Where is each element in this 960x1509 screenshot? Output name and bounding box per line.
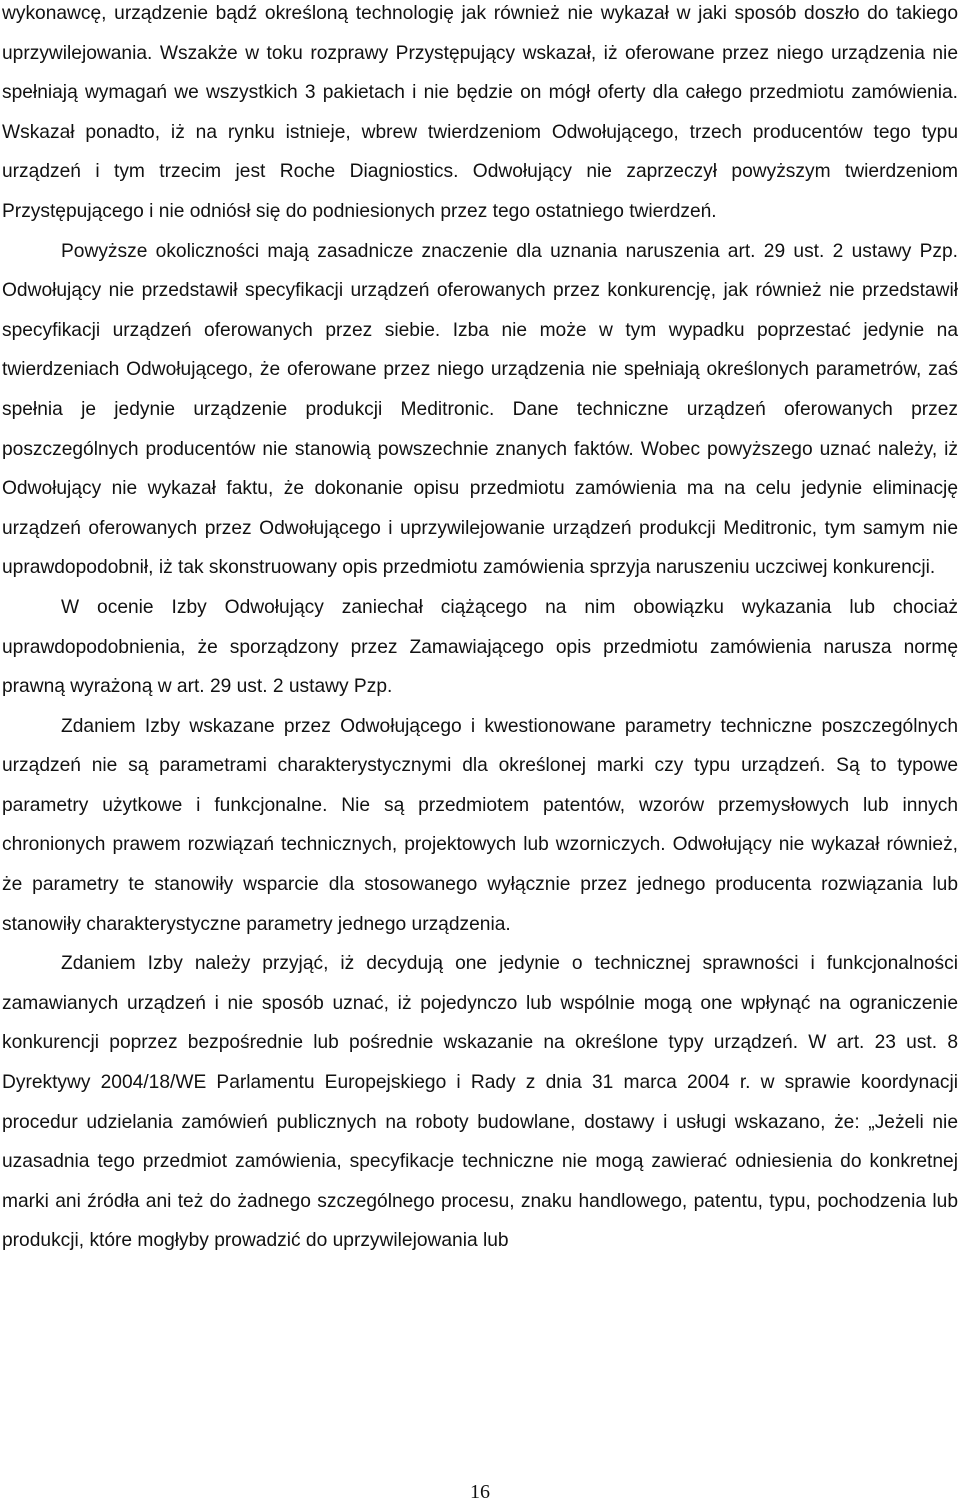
paragraph-3: W ocenie Izby Odwołujący zaniechał ciążącego na nim obowiązku wykazania lub chociaż uprawdopodobnienia, że sporządzony przez Zamawiającego opis przedmiotu zamówienia narusza normę prawną wyrażoną w art. 29 ust. 2 ustawy Pzp.: [2, 596, 958, 698]
body-text: [2, 0, 958, 1261]
paragraph-2: Powyższe okoliczności mają zasadnicze znaczenie dla uznania naruszenia art. 29 ust. 2 ustawy Pzp. Odwołujący nie przedstawił specyfikacji urządzeń oferowanych przez konkurencję, jak również nie przedstawił specyfikacji urządzeń oferowanych przez siebie. Izba nie może w tym wypadku poprzestać jedynie na twierdzeniach Odwołującego, że oferowane przez niego urządzenia nie spełniają określonych parametrów, zaś spełnia je jedynie urządzenie produkcji Meditronic. Dane techniczne urządzeń oferowanych przez poszczególnych producentów nie stanowią powszechnie znanych faktów. Wobec powyższego uznać należy, iż Odwołujący nie wykazał faktu, że dokonanie opisu przedmiotu zamówienia ma na celu jedynie eliminację urządzeń oferowanych przez Odwołującego i uprzywilejowanie urządzeń produkcji Meditronic, tym samym nie uprawdopodobnił, iż tak skonstruowany opis przedmiotu zamówienia sprzyja naruszeniu uczciwej konkurencji.: [2, 240, 958, 579]
paragraph-4: Zdaniem Izby wskazane przez Odwołującego i kwestionowane parametry techniczne poszczególnych urządzeń nie są parametrami charakterystycznymi dla określonej marki czy typu urządzeń. Są to typowe parametry użytkowe i funkcjonalne. Nie są przedmiotem patentów, wzorów przemysłowych lub innych chronionych prawem rozwiązań technicznych, projektowych lub wzorniczych. Odwołujący nie wykazał również, że parametry te stanowiły wsparcie dla stosowanego wyłącznie przez jednego producenta rozwiązania lub stanowiły charakterystyczne parametry jednego urządzenia.: [2, 715, 958, 935]
paragraph-5: Zdaniem Izby należy przyjąć, iż decydują one jedynie o technicznej sprawności i funkcjonalności zamawianych urządzeń i nie sposób uznać, iż pojedynczo lub wspólnie mogą one wpłynąć na ograniczenie konkurencji poprzez bezpośrednie lub pośrednie wskazanie na określone typy urządzeń. W art. 23 ust. 8 Dyrektywy 2004/18/WE Parlamentu Europejskiego i Rady z dnia 31 marca 2004 r. w sprawie koordynacji procedur udzielania zamówień publicznych na roboty budowlane, dostawy i usługi wskazano, że: „Jeżeli nie uzasadnia tego przedmiot zamówienia, specyfikacje techniczne nie mogą zawierać odniesienia do konkretnej marki ani źródła ani też do żadnego szczególnego procesu, znaku handlowego, patentu, typu, pochodzenia lub produkcji, które mogłyby prowadzić do uprzywilejowania lub: [2, 953, 958, 1252]
page-number: 16: [470, 1481, 490, 1503]
paragraph-1: wykonawcę, urządzenie bądź określoną technologię jak również nie wykazał w jaki sposób doszło do takiego uprzywilejowania. Wszakże w toku rozprawy Przystępujący wskazał, iż oferowane przez niego urządzenia nie spełniają wymagań we wszystkich 3 pakietach i nie będzie on mógł oferty dla całego przedmiotu zamówienia. Wskazał ponadto, iż na rynku istnieje, wbrew twierdzeniom Odwołującego, trzech producentów tego typu urządzeń i tym trzecim jest Roche Diagniostics. Odwołujący nie zaprzeczył powyższym twierdzeniom Przystępującego i nie odniósł się do podniesionych przez tego ostatniego twierdzeń.: [2, 3, 958, 222]
